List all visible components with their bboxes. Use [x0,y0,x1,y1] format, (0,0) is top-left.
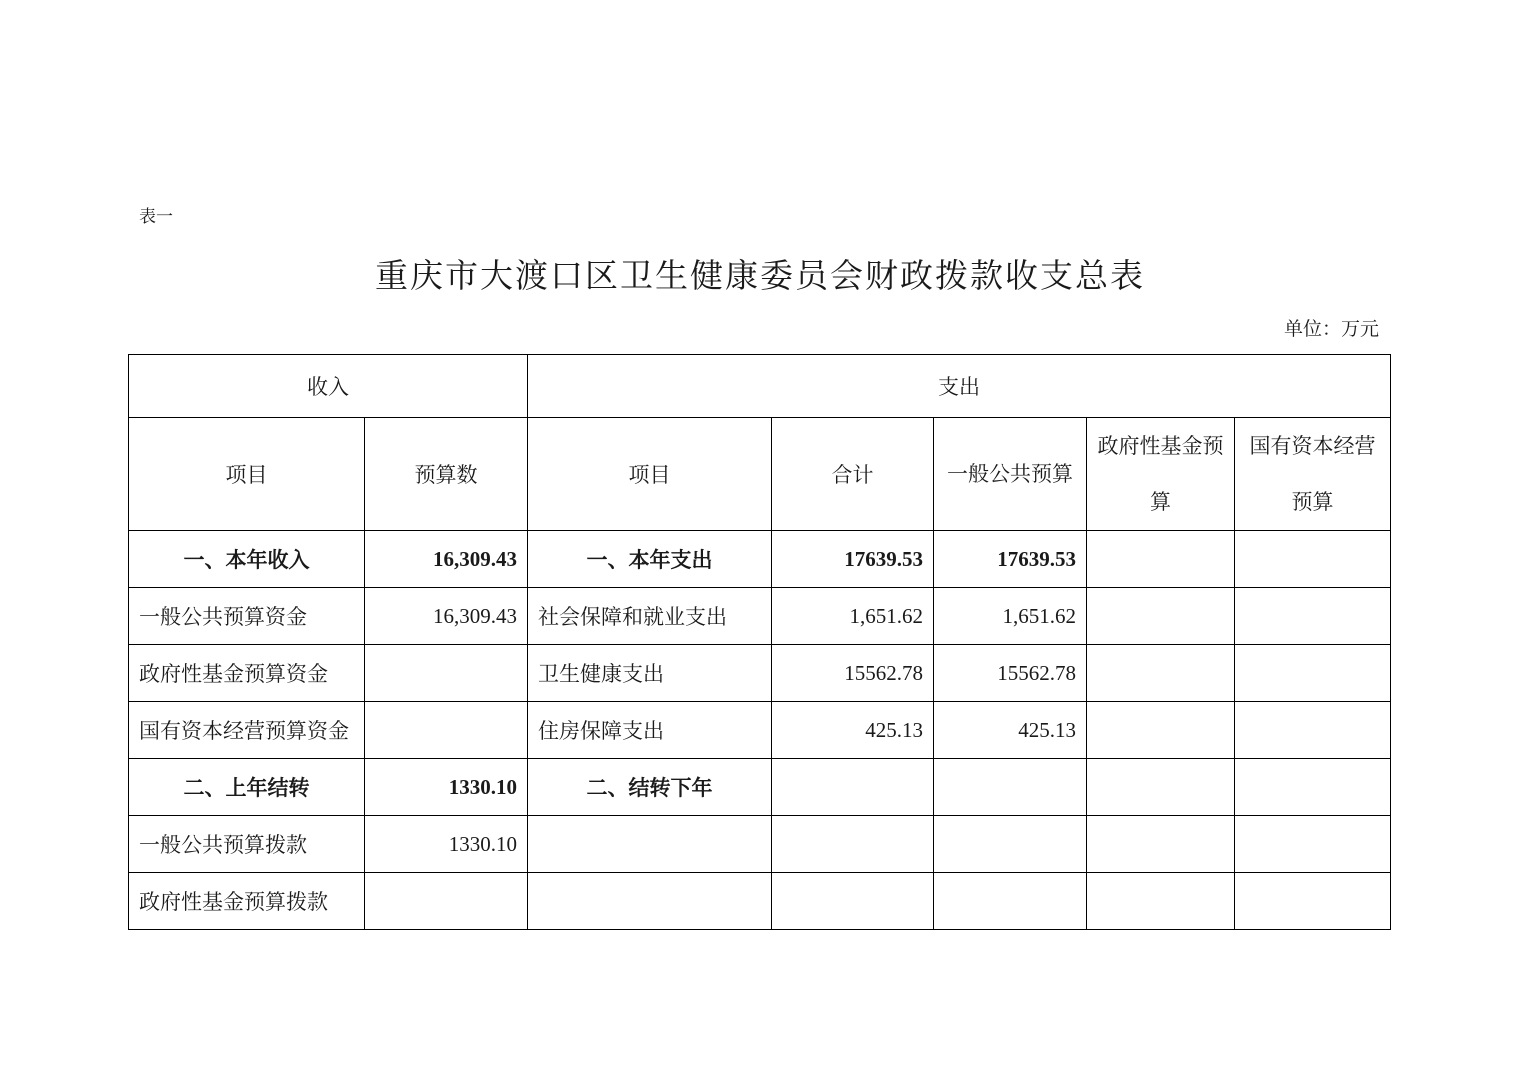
fund-budget-cell [1087,873,1235,930]
unit-label: 单位：万元 [1283,318,1379,340]
general-budget-cell [934,759,1087,816]
state-capital-budget-cell [1235,588,1391,645]
table-row [129,531,1391,588]
expense-item-cell: 住房保障支出 [528,702,772,759]
income-budget-header: 预算数 [365,418,528,531]
table-row [129,816,1391,873]
income-item-header: 项目 [129,418,365,531]
income-budget-cell: 1330.10 [365,816,528,873]
state-capital-budget-cell [1235,702,1391,759]
state-capital-budget-cell [1235,873,1391,930]
income-item-cell: 一般公共预算拨款 [129,816,365,873]
table-label: 表一 [139,207,173,227]
fund-budget-header: 政府性基金预算 [1087,418,1235,531]
fund-budget-cell [1087,759,1235,816]
income-budget-cell [365,645,528,702]
fund-budget-cell [1087,588,1235,645]
expense-item-cell [528,816,772,873]
budget-table [128,354,1391,930]
state-capital-budget-header: 国有资本经营预算 [1235,418,1391,531]
table-row [129,588,1391,645]
total-cell [772,759,934,816]
column-header-row [129,418,1391,531]
income-item-cell: 政府性基金预算拨款 [129,873,365,930]
income-item-cell: 一般公共预算资金 [129,588,365,645]
general-budget-cell: 425.13 [934,702,1087,759]
income-item-cell: 二、上年结转 [129,759,365,816]
expense-item-cell: 卫生健康支出 [528,645,772,702]
expense-item-cell: 社会保障和就业支出 [528,588,772,645]
fund-budget-cell [1087,531,1235,588]
expense-group-header: 支出 [528,355,1391,418]
income-budget-cell: 1330.10 [365,759,528,816]
page-title: 重庆市大渡口区卫生健康委员会财政拨款收支总表 [375,256,1145,295]
general-budget-cell [934,873,1087,930]
state-capital-budget-cell [1235,645,1391,702]
total-cell [772,873,934,930]
state-capital-budget-cell [1235,759,1391,816]
general-budget-cell: 15562.78 [934,645,1087,702]
income-budget-cell [365,873,528,930]
fund-budget-cell [1087,645,1235,702]
expense-item-cell [528,873,772,930]
table-row [129,702,1391,759]
table-row [129,759,1391,816]
table-row [129,645,1391,702]
expense-item-header: 项目 [528,418,772,531]
total-cell: 425.13 [772,702,934,759]
group-header-row [129,355,1391,418]
income-item-cell: 政府性基金预算资金 [129,645,365,702]
general-budget-header: 一般公共预算 [934,418,1087,531]
income-group-header: 收入 [129,355,528,418]
state-capital-budget-cell [1235,531,1391,588]
total-cell: 1,651.62 [772,588,934,645]
income-item-cell: 国有资本经营预算资金 [129,702,365,759]
total-header: 合计 [772,418,934,531]
state-capital-budget-cell [1235,816,1391,873]
general-budget-cell [934,816,1087,873]
expense-item-cell: 一、本年支出 [528,531,772,588]
total-cell: 15562.78 [772,645,934,702]
general-budget-cell: 17639.53 [934,531,1087,588]
expense-item-cell: 二、结转下年 [528,759,772,816]
income-budget-cell: 16,309.43 [365,588,528,645]
general-budget-cell: 1,651.62 [934,588,1087,645]
income-budget-cell: 16,309.43 [365,531,528,588]
total-cell [772,816,934,873]
total-cell: 17639.53 [772,531,934,588]
income-item-cell: 一、本年收入 [129,531,365,588]
fund-budget-cell [1087,702,1235,759]
income-budget-cell [365,702,528,759]
table-row [129,873,1391,930]
fund-budget-cell [1087,816,1235,873]
